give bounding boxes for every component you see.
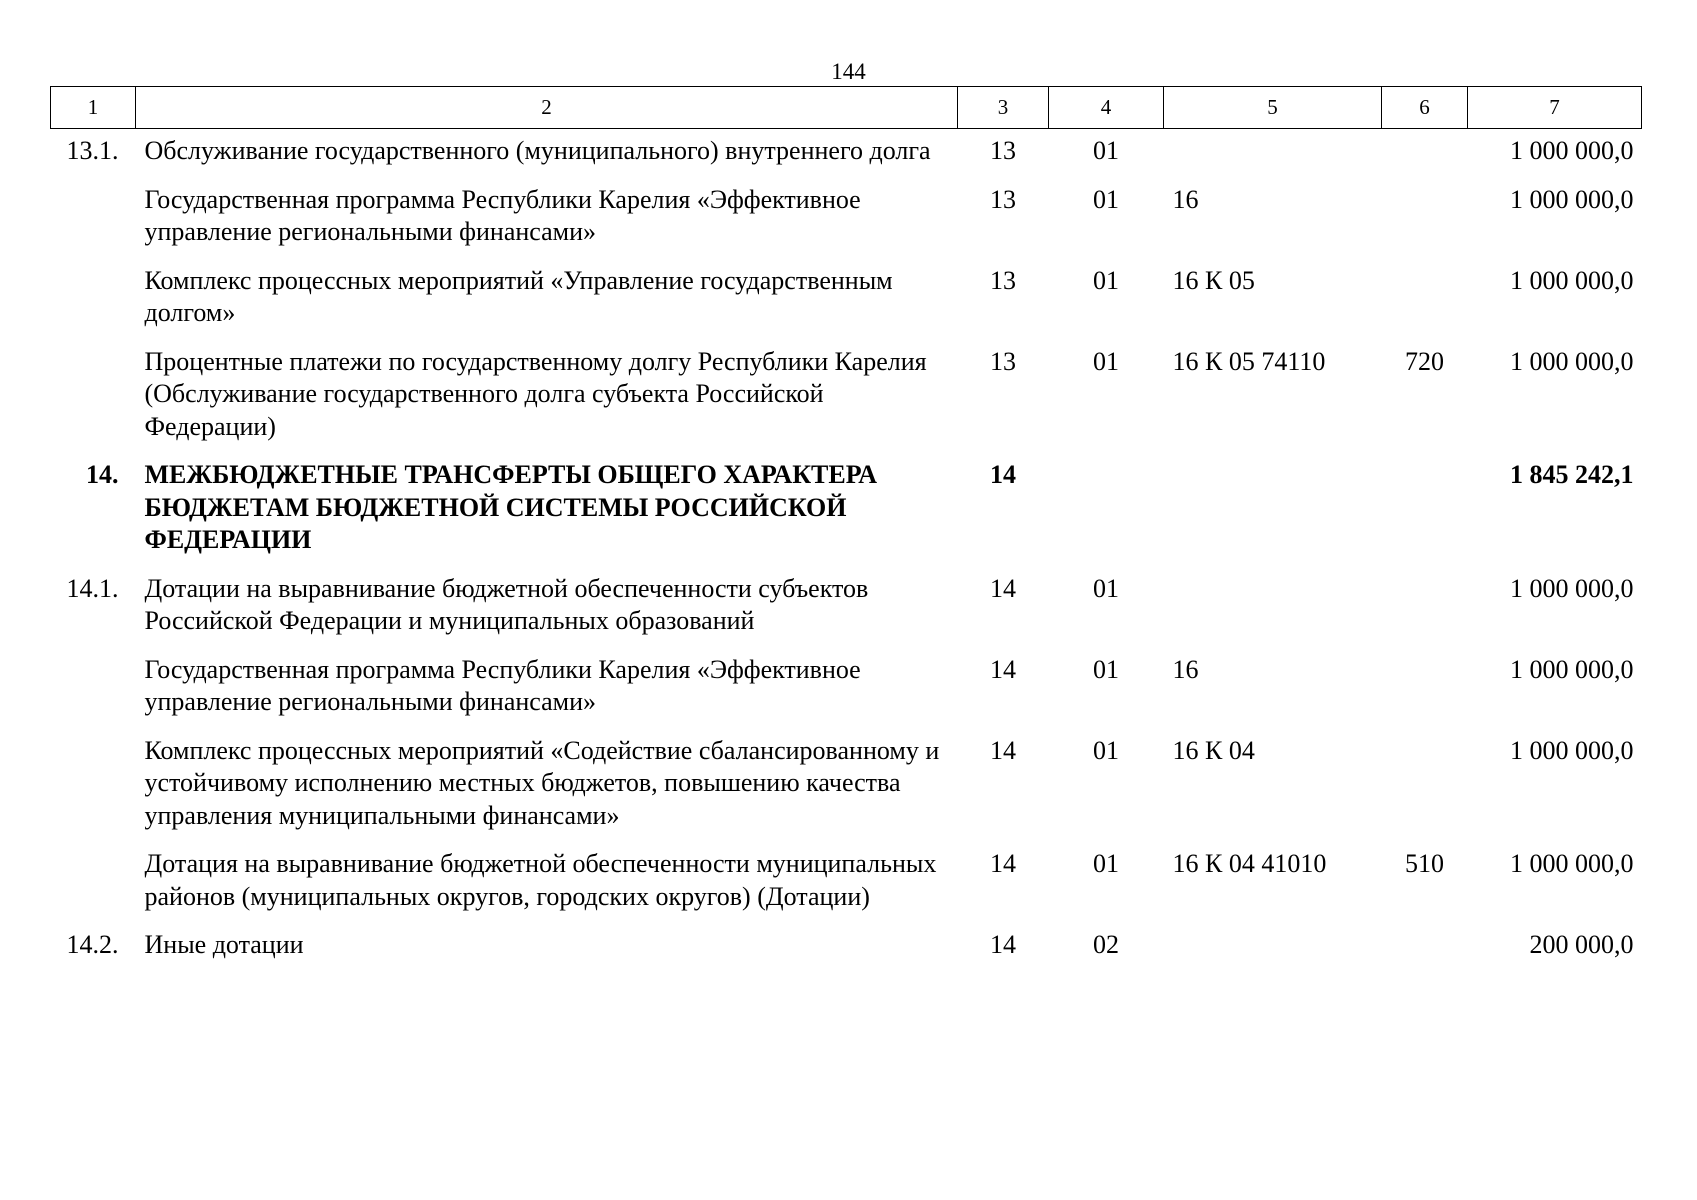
row-name: Комплекс процессных мероприятий «Содействие сбалансированному и устойчивому исполнению местных бюджетов, повышению качества управления муниципальными финансами»: [144, 735, 940, 830]
row-target-code: 16 К 04: [1172, 735, 1255, 765]
row-number: [51, 654, 136, 735]
row-amount: 1 000 000,0: [1510, 654, 1634, 684]
row-section: 14: [990, 573, 1016, 603]
row-expense-type: 510: [1405, 849, 1444, 878]
header-row: [51, 87, 1642, 129]
row-amount: 1 000 000,0: [1510, 573, 1634, 603]
table-row: [51, 346, 1642, 460]
row-amount: 1 000 000,0: [1510, 265, 1634, 295]
row-number: 14.: [86, 460, 119, 489]
row-name: Государственная программа Республики Карелия «Эффективное управление региональными финансами»: [144, 184, 861, 246]
row-expense-type: [1382, 459, 1468, 573]
row-amount: 1 000 000,0: [1510, 346, 1634, 376]
row-name: МЕЖБЮДЖЕТНЫЕ ТРАНСФЕРТЫ ОБЩЕГО ХАРАКТЕРА БЮДЖЕТАМ БЮДЖЕТНОЙ СИСТЕМЫ РОССИЙСКОЙ ФЕДЕРАЦИИ: [144, 460, 878, 554]
row-expense-type: [1382, 184, 1468, 265]
row-name: Дотации на выравнивание бюджетной обеспеченности субъектов Российской Федерации и муниципальных образований: [144, 573, 869, 635]
row-section: 13: [990, 136, 1016, 165]
row-number: 14.2.: [66, 930, 119, 959]
row-target-code: 16 К 05: [1172, 265, 1255, 295]
row-expense-type: 720: [1405, 346, 1444, 376]
row-expense-type: [1382, 265, 1468, 346]
row-name: Процентные платежи по государственному долгу Республики Карелия (Обслуживание государственного долга субъекта Российской Федерации): [144, 346, 927, 441]
header-col-6: 6: [1382, 87, 1468, 129]
row-subsection: 01: [1093, 265, 1119, 295]
row-subsection: 01: [1093, 184, 1119, 214]
table-row: [51, 654, 1642, 735]
row-section: 14: [990, 460, 1016, 489]
row-subsection: 02: [1093, 930, 1119, 959]
row-subsection: 01: [1093, 735, 1119, 765]
row-amount: 200 000,0: [1529, 930, 1634, 959]
row-amount: 1 000 000,0: [1510, 735, 1634, 765]
table-row: [51, 735, 1642, 849]
row-subsection: [1049, 459, 1164, 573]
table-row-section-heading: [51, 459, 1642, 573]
row-section: 14: [990, 849, 1016, 878]
row-amount: 1 000 000,0: [1510, 849, 1634, 878]
row-expense-type: [1382, 573, 1468, 654]
row-target-code: [1164, 573, 1382, 654]
page-number: 144: [831, 59, 866, 84]
row-target-code: 16 К 04 41010: [1172, 849, 1327, 878]
header-col-4: 4: [1049, 87, 1164, 129]
row-expense-type: [1382, 735, 1468, 849]
row-section: 14: [990, 930, 1016, 959]
table-row: [51, 929, 1642, 978]
row-name: Обслуживание государственного (муниципального) внутреннего долга: [144, 136, 931, 165]
row-expense-type: [1382, 654, 1468, 735]
table-header: [51, 87, 1642, 129]
header-col-3: 3: [958, 87, 1049, 129]
row-section: 14: [990, 735, 1016, 765]
row-name: Государственная программа Республики Карелия «Эффективное управление региональными финансами»: [144, 654, 861, 716]
header-col-2: 2: [136, 87, 958, 129]
row-section: 13: [990, 184, 1016, 214]
row-target-code: [1164, 459, 1382, 573]
row-number: 13.1.: [66, 136, 119, 165]
row-number: [51, 184, 136, 265]
row-number: [51, 848, 136, 929]
table-row: [51, 848, 1642, 929]
row-expense-type: [1382, 929, 1468, 978]
table-body: [51, 129, 1642, 978]
row-target-code: [1164, 129, 1382, 184]
row-section: 13: [990, 265, 1016, 295]
header-col-1: 1: [51, 87, 136, 129]
row-name: Комплекс процессных мероприятий «Управление государственным долгом»: [144, 265, 893, 327]
row-amount: 1 000 000,0: [1510, 184, 1634, 214]
row-subsection: 01: [1093, 573, 1119, 603]
row-section: 13: [990, 346, 1016, 376]
row-expense-type: [1382, 129, 1468, 184]
budget-table: [50, 86, 1642, 978]
table-row: [51, 184, 1642, 265]
row-target-code: 16 К 05 74110: [1172, 346, 1326, 376]
row-name: Иные дотации: [144, 930, 304, 959]
row-amount: 1 000 000,0: [1510, 136, 1634, 165]
row-amount: 1 845 242,1: [1510, 460, 1634, 489]
table-row: [51, 265, 1642, 346]
row-number: [51, 265, 136, 346]
table-row: [51, 129, 1642, 184]
table-row: [51, 573, 1642, 654]
row-target-code: 16: [1172, 184, 1199, 214]
header-col-7: 7: [1468, 87, 1642, 129]
row-section: 14: [990, 654, 1016, 684]
row-name: Дотация на выравнивание бюджетной обеспеченности муниципальных районов (муниципальных округов, городских округов) (Дотации): [144, 849, 937, 911]
row-number: 14.1.: [66, 573, 119, 603]
row-number: [51, 346, 136, 460]
row-subsection: 01: [1093, 654, 1119, 684]
row-subsection: 01: [1093, 136, 1119, 165]
row-subsection: 01: [1093, 346, 1119, 376]
row-number: [51, 735, 136, 849]
row-subsection: 01: [1093, 849, 1119, 878]
row-target-code: [1164, 929, 1382, 978]
row-target-code: 16: [1172, 654, 1199, 684]
header-col-5: 5: [1164, 87, 1382, 129]
